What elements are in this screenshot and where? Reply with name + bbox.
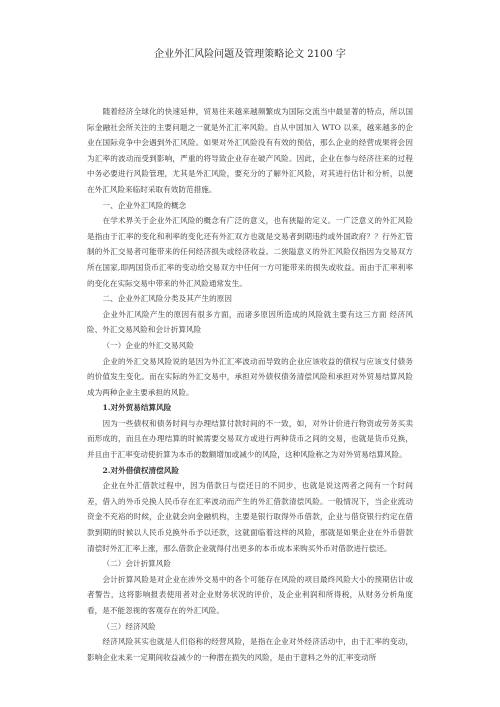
item-heading-2: 2.对外借债权清偿风险 <box>102 465 179 475</box>
paragraph-causes: 企业外汇风险产生的原因有很多方面，而诸多原因所造成的风险就主要有这三方面 经济风险、外汇交易风险和会计折算风险 <box>87 309 413 335</box>
item-heading-1: 1.对外贸易结算风险 <box>102 403 172 413</box>
paragraph-trade-settlement: 因为一些债权和债务时间与办理结算付款时间的不一致，如，对外计价进行物资或劳务买卖而形成的，而且在办理结算的时候需要交易双方或进行两种货币之间的交易，也就是货币兑换，并且由于汇率变动使折算为本币的数额增加或减少的风险，这种风险称之为对外贸易结算风险。 <box>87 418 413 460</box>
subsection-heading-3: （三）经济风险 <box>102 621 156 631</box>
subsection-heading-2: （二）会计折算风险 <box>102 559 172 569</box>
paragraph-translation-risk: 会计折算风险是对企业在涉外交易中的各个可能存在风险的项目最终风险大小的预期估计或者警告，这将影响报表使用者对企业财务状况的评价，及企业利润和所得税，从财务分析角度看，是不能忽视的客观存在的外汇风险。 <box>87 574 413 615</box>
paragraph-transaction-risk: 企业的外汇交易风险说的是因为外汇汇率波动而导致的企业应该收益的债权与应该支付债务的价值发生变化。而在实际的外汇交易中，承担对外债权债务清偿风险和承担对外贸易结算风险成为两种企业主要承担的风险。 <box>87 356 413 397</box>
paragraph-debt-repayment: 企业在外汇借款过程中，因为借款日与偿还日的不同步，也就是说这两者之间有一个时间差，借入的外币兑换人民币存在汇率波动而产生的外汇借款清偿风险。一般情况下，当企业流动资金不充裕的时候，企业就会向金融机构，主要是银行取得外币借款，企业与借贷银行约定在借款到期的时候以人民币兑换外币予以还款，这就面临着这样的风险，那就是如果企业在外币借款清偿时外汇汇率上涨，那么借款企业就得付出更多的本币成本来购买外币对借款进行偿还。 <box>87 481 413 553</box>
paragraph-intro: 随着经济全球化的快速延伸，贸易往来越来越频繁成为国际交流当中最显著的特点，所以国际金融社会所关注的主要问题之一就是外汇汇率风险。自从中国加入 WTO 以来，越来越多的企业在国际竞争中会遇到外汇风险。如果对外汇风险没有有效的预估，那么企业的经营成果将会因为汇率的波动而受到影响，严重的将导致企业存在破产风险。因此，企业在参与经济往来的过程中务必要进行风险管理，尤其是外汇风险，要充分的了解外汇风险，对其进行估计和分析，以便在外汇风险来临时采取有效防范措施。 <box>87 107 413 194</box>
section-heading-1: 一、企业外汇风险的概念 <box>102 200 187 210</box>
subsection-heading-1: （一）企业的外汇交易风险 <box>102 340 194 350</box>
section-heading-2: 二、企业外汇风险分类及其产生的原因 <box>102 294 232 304</box>
document-title: 企业外汇风险问题及管理策略论文 2100 字 <box>154 49 346 60</box>
paragraph-concept: 在学术界关于企业外汇风险的概念有广泛的意义，也有狭隘的定义。一广泛意义的外汇风险是指由于汇率的变化和利率的变化还有外汇双方也就是交易者到期违约或外国政府？？行外汇管制的外汇交易者可能带来的任何经济损失或经济收益。二狭隘意义的外汇风险仅指因为交易双方所在国家,即两国货币汇率的变动给交易双方中任何一方可能带来的损失或收益。而由于汇率利率的变化在实际交易中带来的外汇风险通常发生。 <box>87 216 413 288</box>
paragraph-economic-risk: 经济风险其实也就是人们俗称的经营风险，是指在企业对外经济活动中，由于汇率的变动，影响企业未来一定期间收益减少的一种潜在损失的风险，是由于意料之外的汇率变动所 <box>87 637 413 662</box>
document-body <box>87 104 413 665</box>
